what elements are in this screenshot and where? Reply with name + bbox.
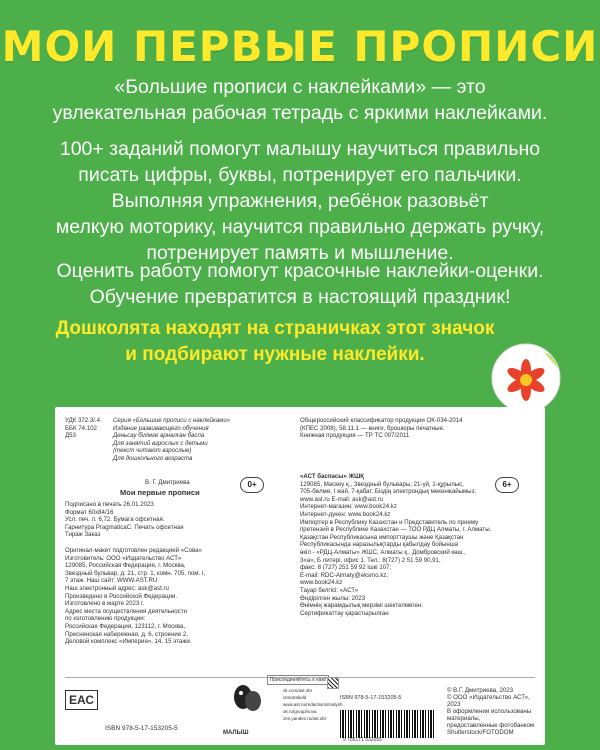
- kazakhstan-info: «АСТ баспасы» ЖШҚ 129085, Мәскеу қ., Звездный бульвары, 21-үй, 1-құрылыс, 705-бөлме, I жай, 7-қабат. Біздің электрондық мекенжайымыз: www.ast.ru E-mail: ask@ast.ru Интернет-магазин: www.book24.kz Интернет-дүкен: www.book24.kz Импортер в Республику Казахстан и Представитель по приему претензий в Республике Казахстан — ТОО РДЦ Алматы, г. Алматы. Қазақстан Республикасына импорттаушы және Қазақстан Республикасында наразылықтарды қабылдау бойынша өкіл - «РДЦ-Алматы» ЖШС, Алматы қ., Домбровский көш., 3«а», Б литері, офис 1. Тел.: 8(727) 2 51 59 90,91, факс: 8 (727) 251 59 92 ішкі 107; E-mail: RDC-Almaty@eksmo.kz, www.book24.kz Тауар белгісі: «АСТ» Өндірілген жылы: 2023 Өнімнің жарамдылық мерзімі шектелмеген. Сертификаттау қарастырылған: [300, 473, 492, 617]
- qr-code-icon: [327, 677, 339, 689]
- age-rating-right: 6+: [495, 477, 519, 493]
- eac-mark: ЕАС: [65, 690, 98, 710]
- series-block: Серия «Большие прописи с наклейками» Издание развивающего обучения Деньсау білімге арналған баспа Для занятий взрослых с детьми (текст читают взрослые) Для дошкольного возраста: [113, 417, 231, 462]
- imprint-book-title: Мои первые прописи: [120, 488, 200, 497]
- manufacturer-info: Оригинал-макет подготовлен редакцией «Сова» Изготовитель: ООО «Издательство АСТ» 129085, Российская Федерация, г. Москва, Звездный бульвар, д. 21, стр. 1, комн. 705, пом. I, 7 этаж. Наш сайт: WWW.AST.RU Наш электронный адрес: ask@ast.ru Произведено в Российской Федерации. Изготовлено в марте 2023 г. Адрес места осуществления деятельности по изготовлению продукции: Российская Федерация, 123112, г. Москва, Пресненская набережная, д. 6, строение 2. Деловой комплекс «Империя», 14, 15 этажи.: [65, 547, 206, 646]
- social-links-header: Присоединяйтесь к нам!: [267, 675, 329, 685]
- description-paragraph: 100+ заданий помогут малышу научиться правильно писать цифры, буквы, потренирует его пальчики. Выполняя упражнения, ребёнок разовьёт мелкую моторику, научится правильно держать ручку, потренирует память и мышление.: [55, 138, 545, 264]
- barcode-number: 9 785171 532055: [343, 737, 382, 743]
- udk-block: УДК 372.3/.4 ББК 74.102 Д53: [65, 417, 100, 440]
- copyright-block: © В.Г. Дмитриева, 2023 © ООО «Издательство АСТ», 2023 В оформлении использованы материалы, предоставленные фотобанком Shutterstock/FOTODOM: [447, 687, 535, 736]
- author-name: В. Г. Дмитриева: [145, 479, 190, 486]
- age-rating-left: 0+: [240, 477, 264, 493]
- book-title: МОИ ПЕРВЫЕ ПРОПИСИ: [1, 22, 599, 71]
- classifier-block: Общероссийский классификатор продукции ОК-034-2014 (КПЕС 2008), 58.11.1 — книги, брошюры печатные. Книжная продукция — ТР ТС 007/2011: [300, 417, 463, 440]
- imprint-panel: [55, 407, 545, 745]
- social-links: vk.com/ast.obr /smartakidd www.ast.ru/redactions/malysh ok.ru/group/sova zen.yandex.ru/ast.obr: [283, 688, 343, 721]
- isbn-right: ISBN 978-5-17-153205-5: [340, 695, 402, 701]
- intro-paragraph: «Большие прописи с наклейками» — это увлекательная рабочая тетрадь с яркими наклейками.: [52, 76, 548, 124]
- publisher-logo-text: МАЛЫШ: [223, 730, 249, 736]
- print-info: Подписано в печать 26.01.2023 Формат 60x84/16 Усл. печ. л. 6,72. Бумага офсетная. Гарнитура PragmaticaC. Печать офсетная Тираж Заказ: [65, 501, 184, 539]
- publisher-logo-icon: [225, 677, 270, 737]
- stickers-paragraph: Оценить работу помогут красочные наклейки-оценки. Обучение превратится в настоящий праздник!: [56, 260, 544, 308]
- isbn-left: ISBN 978-5-17-153205-5: [105, 725, 178, 732]
- barcode-icon: [340, 710, 435, 738]
- highlight-paragraph: Дошколята находят на страничках этот значок и подбирают нужные наклейки.: [55, 318, 495, 365]
- flower-sticker-icon: [486, 338, 566, 418]
